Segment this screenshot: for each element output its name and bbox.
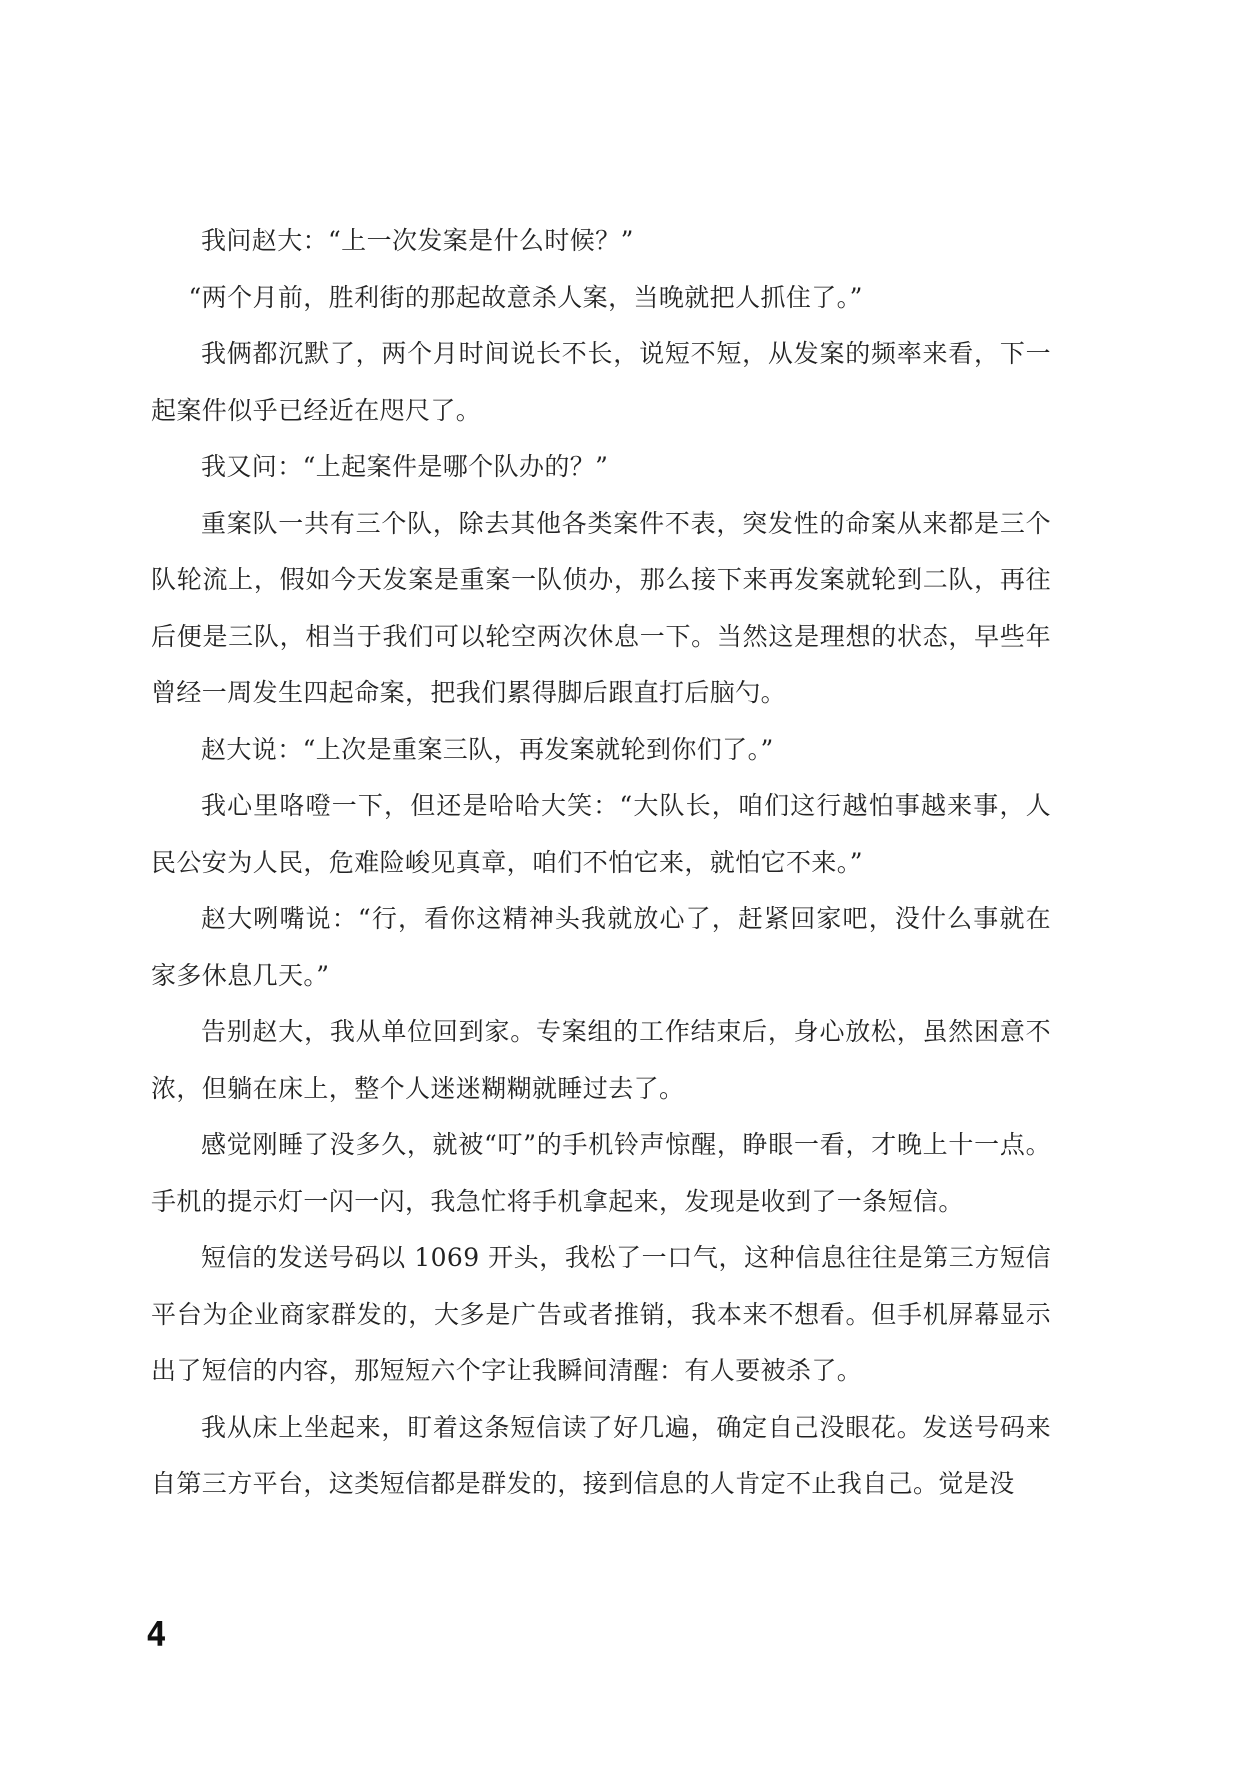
paragraph: 赵大说：“上次是重案三队，再发案就轮到你们了。” — [201, 734, 774, 764]
page-number: 4 — [146, 1615, 167, 1655]
paragraph: 短信的发送号码以 1069 开头，我松了一口气，这种信息往往是第三方短信平台为企业商家群发的，大多是广告或者推销，我本来不想看。但手机屏幕显示出了短信的内容，那短短六个字让我瞬间清醒：有人要被杀了。 — [151, 1243, 1051, 1385]
paragraph: 我又问：“上起案件是哪个队办的？” — [201, 452, 609, 481]
paragraph: 我问赵大：“上一次发案是什么时候？” — [201, 226, 634, 255]
paragraph: “两个月前，胜利街的那起故意杀人案，当晚就把人抓住了。” — [188, 282, 863, 312]
paragraph: 重案队一共有三个队，除去其他各类案件不表，突发性的命案从来都是三个队轮流上，假如今天发案是重案一队侦办，那么接下来再发案就轮到二队，再往后便是三队，相当于我们可以轮空两次休息一下。当然这是理想的状态，早些年曾经一周发生四起命案，把我们累得脚后跟直打后脑勺。 — [151, 508, 1051, 707]
body-text — [151, 213, 1051, 1513]
paragraph: 告别赵大，我从单位回到家。专案组的工作结束后，身心放松，虽然困意不浓，但躺在床上，整个人迷迷糊糊就睡过去了。 — [151, 1017, 1051, 1103]
paragraph: 感觉刚睡了没多久，就被“叮”的手机铃声惊醒，睁眼一看，才晚上十一点。手机的提示灯一闪一闪，我急忙将手机拿起来，发现是收到了一条短信。 — [151, 1130, 1051, 1216]
paragraph: 我心里咯噔一下，但还是哈哈大笑：“大队长，咱们这行越怕事越来事，人民公安为人民，危难险峻见真章，咱们不怕它来，就怕它不来。” — [151, 791, 1051, 877]
paragraph: 我俩都沉默了，两个月时间说长不长，说短不短，从发案的频率来看，下一起案件似乎已经近在咫尺了。 — [151, 339, 1051, 425]
paragraph: 我从床上坐起来，盯着这条短信读了好几遍，确定自己没眼花。发送号码来自第三方平台，这类短信都是群发的，接到信息的人肯定不止我自己。觉是没 — [151, 1412, 1051, 1498]
paragraph: 赵大咧嘴说：“行，看你这精神头我就放心了，赶紧回家吧，没什么事就在家多休息几天。” — [151, 904, 1051, 990]
